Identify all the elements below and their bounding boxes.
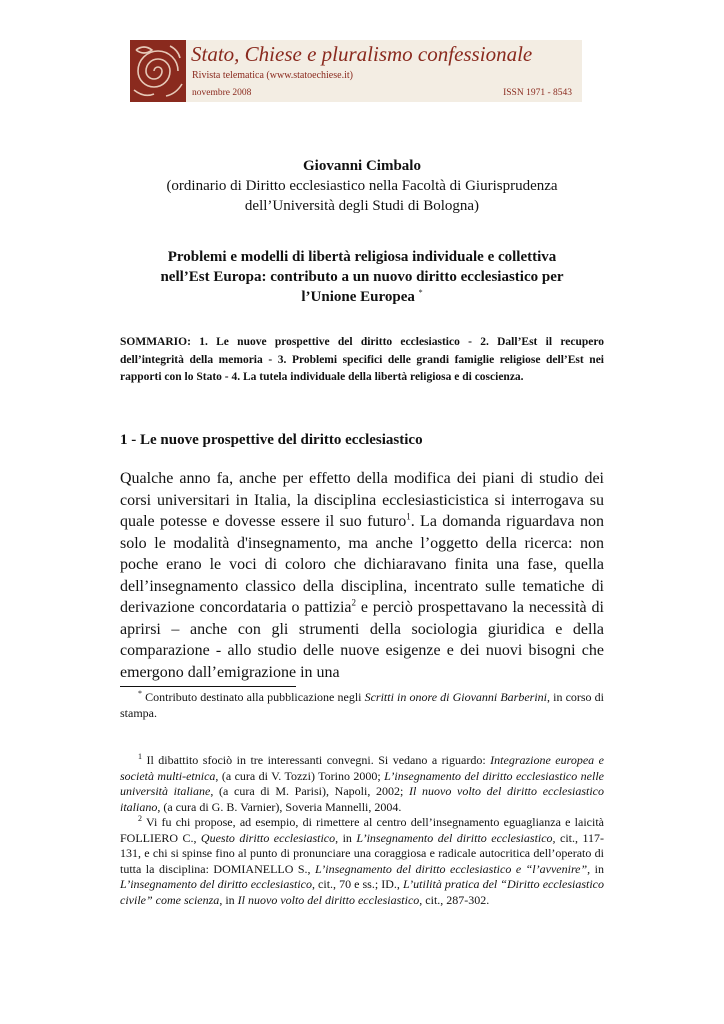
footnote-text: , (a cura di G. B. Varnier), Soveria Mannelli, 2004. (157, 799, 402, 814)
footnote-text: Vi fu chi propose, ad esempio, di rimettere al centro dell’insegnamento eguaglianza e laicità FOLLIERO C., (120, 815, 604, 845)
footnote-text: cit., 117-131, e chi si spinse fino al punto di pronunciare una coraggiosa e radicale autocritica dell’operato di tutta la disciplina: DOMIANELLO S., (120, 830, 605, 876)
footnote-separator (120, 686, 296, 687)
journal-subtitle: Rivista telematica (www.statoechiese.it) (192, 70, 353, 81)
footnote-italic: L’insegnamento del diritto ecclesiastico nelle università italiane (120, 768, 604, 798)
footnote-italic: Il nuovo volto del diritto ecclesiastico italiano (120, 784, 604, 814)
title-line-text: l’Unione Europea (301, 289, 415, 305)
summary: SOMMARIO: 1. Le nuove prospettive del diritto ecclesiastico - 2. Dall’Est il recupero dell’integrità della memoria - 3. Problemi specifici delle grandi famiglie religiose dell’Est nei rapporti con lo Stato - 4. La tutela individuale della libertà religiosa e di coscienza. (120, 336, 604, 383)
footnote-italic: Scritti in onore di Giovanni Barberini (364, 690, 548, 704)
footnote-italic: Il nuovo volto del diritto ecclesiastico (237, 892, 420, 907)
footnote-2 (120, 815, 604, 908)
footnote-text: , cit., 287-302. (419, 892, 490, 907)
section-heading: 1 - Le nuove prospettive del diritto ecclesiastico (120, 432, 423, 448)
footnote-italic: L’utilità pratica del “Diritto ecclesiastico civile” come scienza (120, 877, 604, 907)
footnote-italic: L’insegnamento del diritto ecclesiastico, (356, 830, 556, 845)
footnote-text: , (a cura di V. Tozzi) Torino 2000; (215, 768, 385, 783)
footnote-text: , cit., 70 e ss.; ID., (312, 877, 403, 891)
footnote-marker: 2 (138, 814, 142, 823)
journal-title: Stato, Chiese e pluralismo confessionale (191, 42, 533, 66)
footnote-text: Contributo destinato alla pubblicazione negli (142, 690, 365, 704)
footnote-italic: Integrazione europea e società multi-etnica (120, 753, 604, 783)
body-text: e perciò prospettavano la necessità di aprirsi – anche con gli strumenti della sociologia giuridica e della comparazione - allo studio delle nuove esigenze e dei nuovi bisogni che emergono dall’emigrazione in una (120, 599, 604, 681)
footnote-italic: Questo diritto ecclesiastico (200, 830, 336, 845)
body-text: . La domanda riguardava non solo le modalità d'insegnamento, ma anche l’oggetto della ricerca: non poche erano le voci di coloro che dichiaravano finita una fase, quella dell’insegnamento classico della disciplina, incentrato sulle tematiche di derivazione concordataria o pattizia (120, 513, 604, 616)
body-text: Qualche anno fa, anche per effetto della modifica dei piani di studio dei corsi universitari in Italia, la disciplina ecclesiasticistica si interrogava su quale potesse e dovesse essere il suo futuro (120, 470, 604, 530)
author-name: Giovanni Cimbalo (303, 158, 421, 174)
footnote-marker[interactable]: * (418, 288, 423, 297)
article-title (120, 247, 604, 307)
issn: ISSN 1971 - 8543 (503, 88, 572, 98)
title-line: nell’Est Europa: contributo a un nuovo diritto ecclesiastico per (160, 269, 564, 285)
title-line (120, 287, 604, 307)
footnote-text: , (a cura di M. Parisi), Napoli, 2002; (210, 784, 410, 798)
body-paragraph (120, 468, 604, 683)
footnote-star (120, 690, 604, 721)
footnote-marker: 1 (138, 752, 142, 761)
footnote-italic: L’insegnamento del diritto ecclesiastico (120, 877, 312, 891)
footnote-marker: * (138, 689, 142, 698)
footnote-1 (120, 753, 604, 815)
spiral-logo-icon (130, 40, 186, 102)
title-line: Problemi e modelli di libertà religiosa individuale e collettiva (167, 249, 557, 265)
journal-header (130, 40, 582, 102)
footnote-text: , in corso di stampa. (120, 690, 604, 720)
affiliation-line: dell’Università degli Studi di Bologna) (244, 198, 480, 214)
affiliation-line: (ordinario di Diritto ecclesiastico nella Facoltà di Giurisprudenza (166, 178, 558, 194)
footnote-ref-1[interactable]: 1 (406, 511, 411, 522)
footnote-text: , in (335, 830, 357, 845)
author-affiliation (120, 176, 604, 216)
footnote-text: , in (219, 892, 238, 907)
issue-date: novembre 2008 (192, 88, 252, 98)
footnote-italic: L’insegnamento del diritto ecclesiastico e “l’avvenire” (315, 861, 588, 876)
journal-logo (130, 40, 186, 102)
footnote-text: , in (587, 861, 604, 876)
footnote-text: Il dibattito sfociò in tre interessanti convegni. Si vedano a riguardo: (142, 753, 491, 767)
footnote-ref-2[interactable]: 2 (351, 597, 356, 608)
